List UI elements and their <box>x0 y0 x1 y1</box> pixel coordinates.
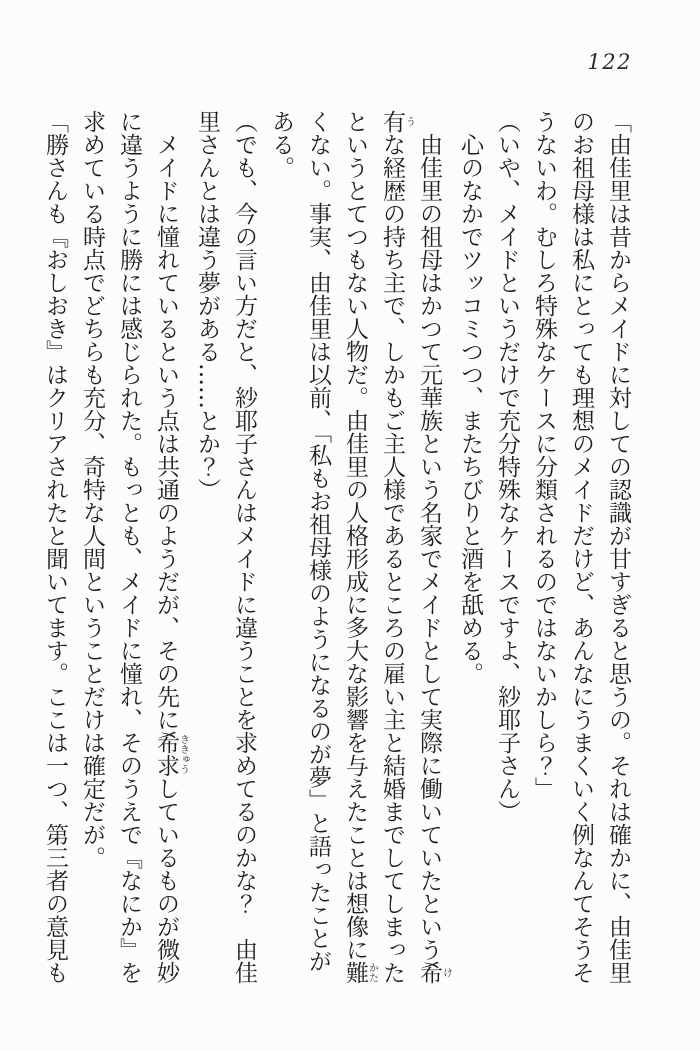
ruby-annotated-word: 有う <box>379 110 415 133</box>
furigana: け <box>440 961 452 984</box>
paragraph: （でも、今の言い方だと、紗耶子さんはメイドに違うことを求めてるのかな？ 由佳里さんとは違う夢がある……とか？） <box>194 110 257 984</box>
ruby-annotated-word: 希け <box>416 961 452 984</box>
paragraph: 由佳里の祖母はかつて元華族という名家でメイドとして実際に働いていたという希け有うな経歴の持ち主で、しかもご主人様であるところの雇い主と結婚までしてしまったというとてつもない人物だ。由佳里の人格形成に多大な影響を与えたことは想像に難かたくない。事実、由佳里は以前、「私もお祖母様のようになるのが夢」と語ったことがある。 <box>268 110 452 984</box>
ruby-annotated-word: 希求ききゅう <box>153 731 189 777</box>
ruby-annotated-word: 難かた <box>342 961 378 984</box>
page-number: 122 <box>587 50 632 74</box>
paragraph: 心のなかでツッコミつつ、またちびりと酒を舐める。 <box>457 133 483 685</box>
furigana: ききゅう <box>177 731 189 777</box>
body-text <box>36 110 636 986</box>
paragraph: （いや、メイドというだけで充分特殊なケースですよ、紗耶子さん） <box>494 110 520 823</box>
furigana: かた <box>366 961 378 984</box>
furigana: う <box>403 110 415 133</box>
paragraph: メイドに憧れているという点は共通のようだが、その先に希求ききゅうしているものが微妙に違うように勝には感じられた。もっとも、メイドに憧れ、そのうえで『なにか』を求めている時点でどちらも充分、奇特な人間ということだけは確定だが。 <box>79 110 189 984</box>
paragraph: 「由佳里は昔からメイドに対しての認識が甘すぎると思うの。それは確かに、由佳里のお祖母様は私にとっても理想のメイドだけど、あんなにうまくいく例なんてそうそうないわ。むしろ特殊なケースに分類されるのではないかしら？」 <box>531 110 631 984</box>
paragraph: 「勝さんも『おしおき』はクリアされたと聞いてます。ここは一つ、第三者の意見も <box>42 110 68 984</box>
